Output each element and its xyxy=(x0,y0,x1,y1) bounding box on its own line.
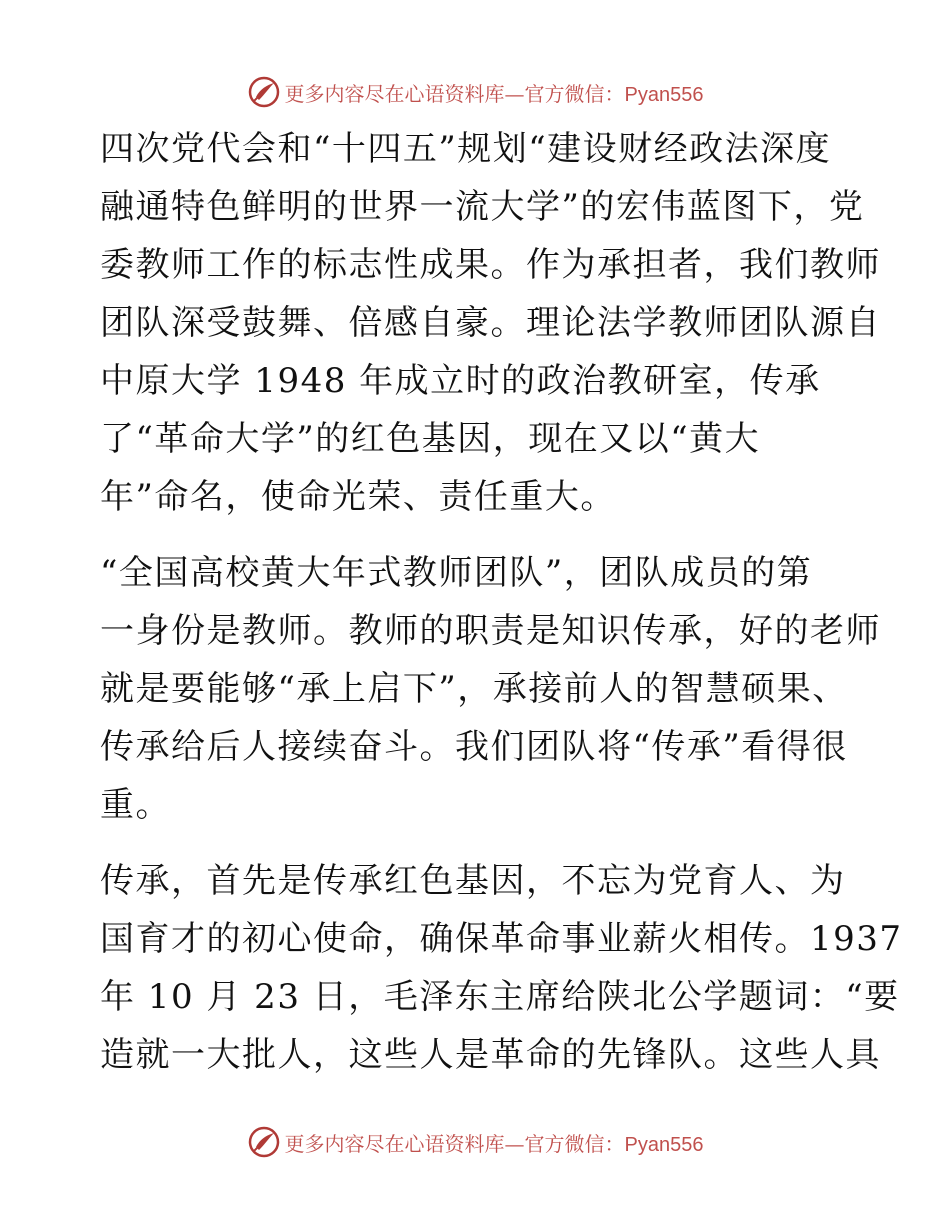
watermark-title: 更多内容尽在心语资料库 xyxy=(284,81,505,106)
watermark-wechat-label: 官方微信： xyxy=(524,81,625,106)
text-line: 造就一大批人，这些人是革命的先锋队。这些人具 xyxy=(100,1035,881,1075)
paragraph-1 xyxy=(100,120,881,526)
paragraph-2 xyxy=(100,544,881,834)
watermark-dash: — xyxy=(504,1131,525,1156)
watermark-wechat-label: 官方微信： xyxy=(524,1131,625,1156)
logo-icon xyxy=(247,75,281,109)
header-watermark xyxy=(0,72,950,112)
logo-icon xyxy=(247,1125,281,1159)
text-line: 就是要能够“承上启下”，承接前人的智慧硕果、 xyxy=(100,669,848,709)
text-line: 中原大学 1948 年成立时的政治教研室，传承 xyxy=(100,361,821,401)
footer-watermark xyxy=(0,1122,950,1162)
paragraph-3 xyxy=(100,852,903,1084)
text-line: 委教师工作的标志性成果。作为承担者，我们教师 xyxy=(100,245,881,285)
text-line: 了“革命大学”的红色基因，现在又以“黄大 xyxy=(100,419,761,459)
text-line: 团队深受鼓舞、倍感自豪。理论法学教师团队源自 xyxy=(100,303,881,343)
text-line: 年 10 月 23 日，毛泽东主席给陕北公学题词：“要 xyxy=(100,977,900,1017)
watermark-account: Pyan556 xyxy=(624,83,704,106)
text-line: 重。 xyxy=(100,785,171,825)
watermark-account: Pyan556 xyxy=(624,1133,704,1156)
watermark-text xyxy=(285,78,704,107)
watermark-dash: — xyxy=(504,81,525,106)
watermark-title: 更多内容尽在心语资料库 xyxy=(284,1131,505,1156)
text-line: 融通特色鲜明的世界一流大学”的宏伟蓝图下，党 xyxy=(100,187,865,227)
body-text xyxy=(100,120,903,1084)
watermark-text xyxy=(285,1128,704,1157)
text-line: 传承给后人接续奋斗。我们团队将“传承”看得很 xyxy=(100,727,848,767)
text-line: 一身份是教师。教师的职责是知识传承，好的老师 xyxy=(100,611,881,651)
text-line: 年”命名，使命光荣、责任重大。 xyxy=(100,477,616,517)
text-line: 四次党代会和“十四五”规划“建设财经政法深度 xyxy=(100,129,832,169)
text-line: “全国高校黄大年式教师团队”，团队成员的第 xyxy=(100,553,813,593)
text-line: 传承，首先是传承红色基因，不忘为党育人、为 xyxy=(100,861,846,901)
text-line: 国育才的初心使命，确保革命事业薪火相传。1937 xyxy=(100,919,903,959)
